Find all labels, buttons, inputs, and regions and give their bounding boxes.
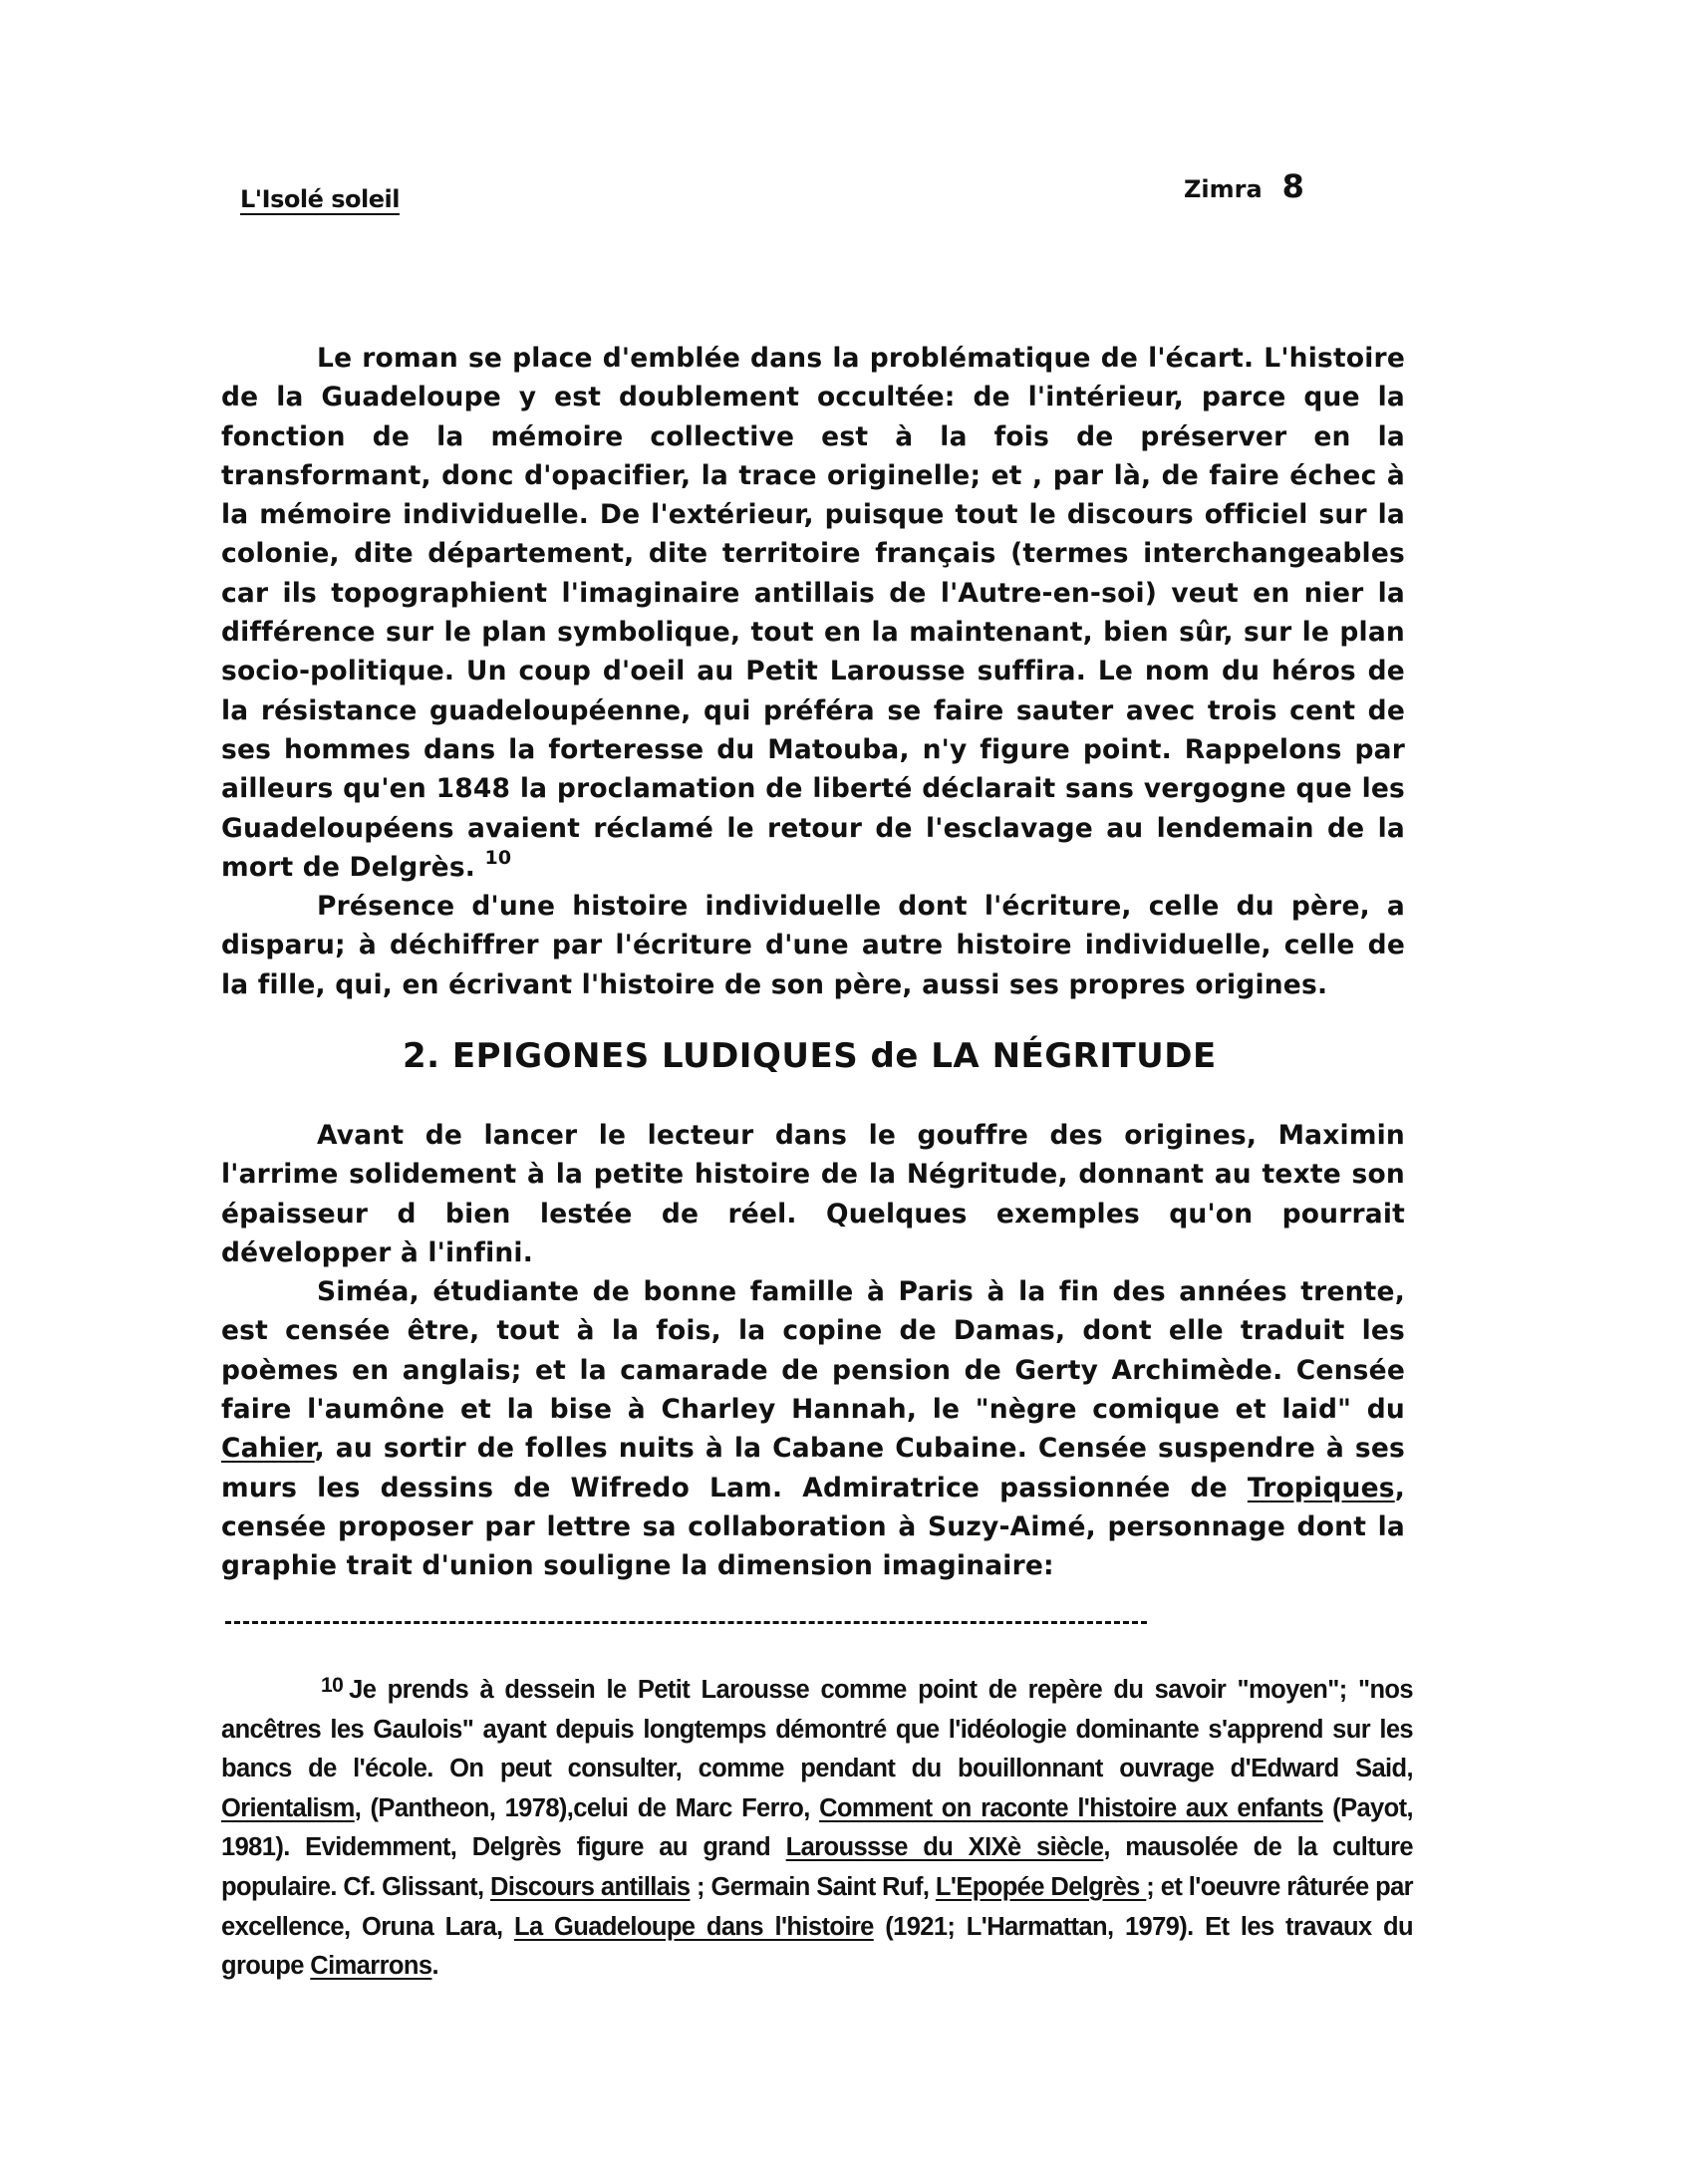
text-run: (Payot, 1981). Evidemment, Delgrès figure au grand	[221, 1793, 1413, 1862]
page-header-author	[1184, 167, 1304, 205]
footnote-number: 10	[321, 1674, 344, 1697]
footnote-paragraph	[221, 1666, 1413, 1987]
title-orientalism: Orientalism	[221, 1793, 355, 1822]
text-run: , mausolée de la culture populaire. Cf. Glissant,	[221, 1833, 1413, 1901]
paragraph: Avant de lancer le lecteur dans le gouffre des origines, Maximin l'arrime solidement à la petite histoire de la Négritude, donnant au texte son épaisseur d bien lestée de réel. Quelques exemples qu'on pourrait développer à l'infini.	[221, 1120, 1405, 1268]
text-run: .	[431, 1952, 438, 1981]
title-discours: Discours antillais	[490, 1872, 691, 1901]
title-epopee: L'Epopée Delgrès	[935, 1872, 1147, 1901]
title-cimarrons: Cimarrons	[310, 1952, 432, 1981]
title-larousse: Laroussse du XIXè siècle	[785, 1833, 1104, 1862]
footnote	[221, 1666, 1413, 1987]
text-run: Siméa, étudiante de bonne famille à Paris à la fin des années trente, est censée être, tout à la fois, la copine de Damas, dont elle traduit les poèmes en anglais; et la camarade de pension de Gerty Archimède. Censée faire l'aumône et la bise à Charley Hannah, le "nègre comique et laid" du	[221, 1276, 1405, 1426]
author-name: Zimra	[1184, 175, 1263, 203]
footnote-reference: 10	[484, 846, 512, 869]
paragraph: Présence d'une histoire individuelle dont l'écriture, celle du père, a disparu; à déchiffrer par l'écriture d'une autre histoire individuelle, celle de la fille, qui, en écrivant l'histoire de son père, aussi ses propres origines.	[221, 891, 1405, 1000]
section-2-text	[221, 1116, 1405, 1586]
title-ferro: Comment on raconte l'histoire aux enfants	[819, 1793, 1323, 1822]
text-run: , (Pantheon, 1978),celui de Marc Ferro,	[354, 1793, 820, 1822]
text-run: , censée proposer par lettre sa collaboration à Suzy-Aimé, personnage dont la graphie trait d'union souligne la dimension imaginaire:	[221, 1472, 1405, 1582]
text-run: (1921; L'Harmattan, 1979). Et les travaux du groupe	[221, 1912, 1413, 1981]
title-guadeloupe: La Guadeloupe dans l'histoire	[514, 1912, 874, 1941]
paragraph	[221, 339, 1405, 887]
page-number: 8	[1281, 167, 1304, 205]
text-run: ; Germain Saint Ruf,	[690, 1872, 936, 1901]
paragraph	[221, 1272, 1405, 1585]
section-heading: 2. EPIGONES LUDIQUES de LA NÉGRITUDE	[403, 1036, 1217, 1076]
title-cahier: Cahier	[221, 1433, 315, 1465]
paragraph-text: Le roman se place d'emblée dans la problématique de l'écart. L'histoire de la Guadeloupe y est doublement occultée: de l'intérieur, parce que la fonction de la mémoire collective est à la fois de préserver en la transformant, donc d'opacifier, la trace originelle; et , par là, de faire échec à la mémoire individuelle. De l'extérieur, puisque tout le discours officiel sur la colonie, dite département, dite territoire français (termes interchangeables car ils topographient l'imaginaire antillais de l'Autre-en-soi) veut en nier la différence sur le plan symbolique, tout en la maintenant, bien sûr, sur le plan socio-politique. Un coup d'oeil au Petit Larousse suffira. Le nom du héros de la résistance guadeloupéenne, qui préféra se faire sauter avec trois cent de ses hommes dans la forteresse du Matouba, n'y figure point. Rappelons par ailleurs qu'en 1848 la proclamation de liberté déclarait sans vergogne que les Guadeloupéens avaient réclamé le retour de l'esclavage au lendemain de la mort de Delgrès.	[221, 343, 1405, 883]
running-title: L'Isolé soleil	[240, 185, 400, 213]
text-run: Je prends à dessein le Petit Larousse comme point de repère du savoir "moyen"; "nos ancêtres les Gaulois" ayant depuis longtemps démontré que l'idéologie dominante s'apprend sur les bancs de l'école. On peut consulter, comme pendant du bouillonnant ouvrage d'Edward Said,	[221, 1676, 1413, 1783]
text-run: ; et l'oeuvre râturée par excellence, Oruna Lara,	[221, 1872, 1413, 1941]
title-tropiques: Tropiques	[1247, 1472, 1395, 1503]
footnote-separator	[225, 1621, 1147, 1624]
text-run: , au sortir de folles nuits à la Cabane Cubaine. Censée suspendre à ses murs les dessins de Wifredo Lam. Admiratrice passionnée de	[221, 1433, 1405, 1503]
section-1-text	[221, 339, 1405, 1004]
